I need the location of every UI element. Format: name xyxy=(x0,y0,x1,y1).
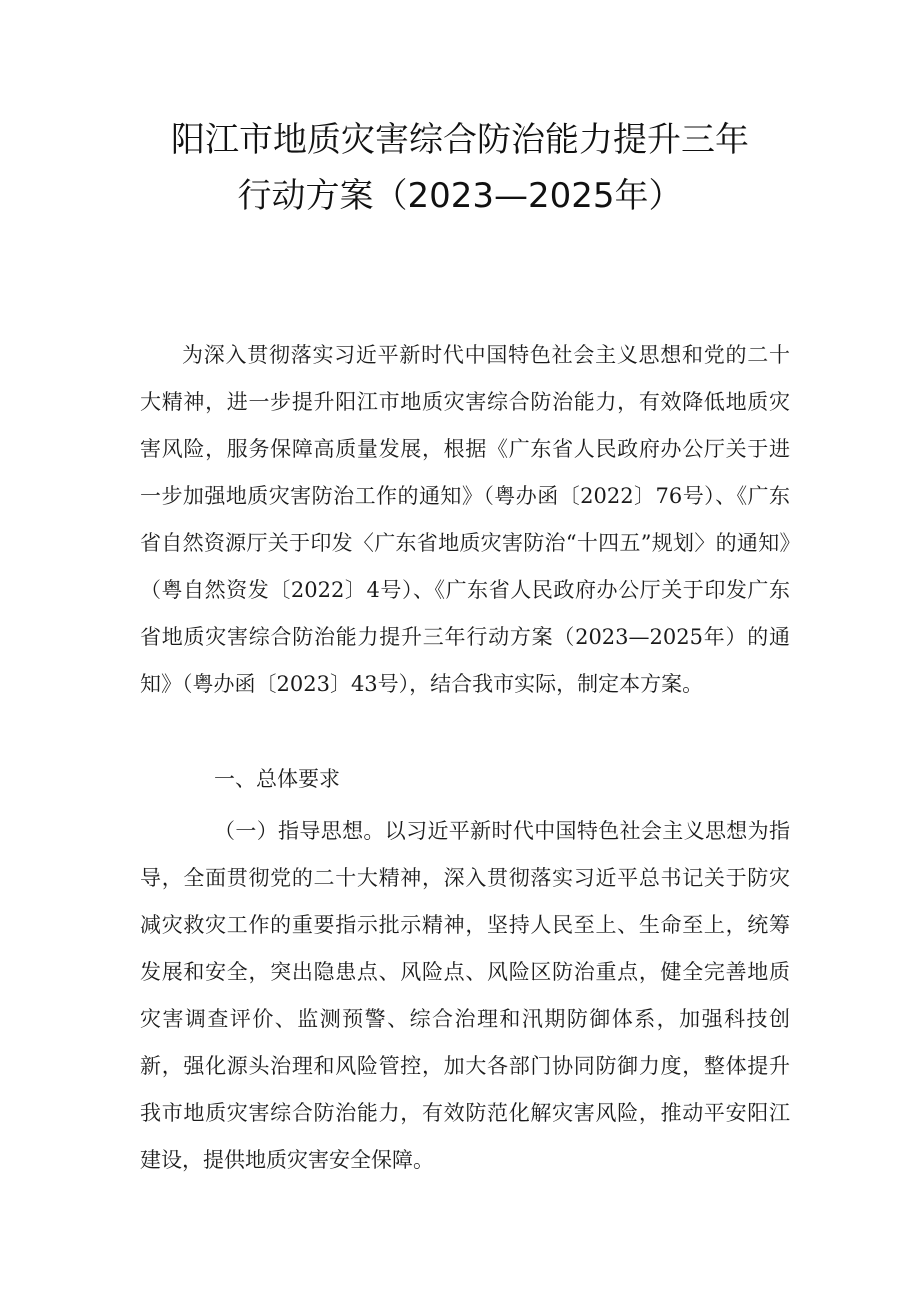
guiding-ideology-paragraph: （一）指导思想。以习近平新时代中国特色社会主义思想为指导，全面贯彻党的二十大精神，深入贯彻落实习近平总书记关于防灾减灾救灾工作的重要指示批示精神，坚持人民至上、生命至上，统筹发展和安全，突出隐患点、风险点、风险区防治重点，健全完善地质灾害调查评价、监测预警、综合治理和汛期防御体系，加强科技创新，强化源头治理和风险管控，加大各部门协同防御力度，整体提升我市地质灾害综合防治能力，有效防范化解灾害风险，推动平安阳江建设，提供地质灾害安全保障。 xyxy=(140,819,790,1172)
section-heading-general-requirements xyxy=(140,756,790,803)
document-title-line-1: 阳江市地质灾害综合防治能力提升三年 xyxy=(171,120,749,160)
document-title-line-2: 行动方案（2023—2025年） xyxy=(237,176,683,216)
section-heading-text: 一、总体要求 xyxy=(214,767,340,791)
intro-paragraph: 为深入贯彻落实习近平新时代中国特色社会主义思想和党的二十大精神，进一步提升阳江市地质灾害综合防治能力，有效降低地质灾害风险，服务保障高质量发展，根据《广东省人民政府办公厅关于进一步加强地质灾害防治工作的通知》（粤办函〔2022〕76号）、《广东省自然资源厅关于印发〈广东省地质灾害防治“十四五”规划〉的通知》（粤自然资发〔2022〕4号）、《广东省人民政府办公厅关于印发广东省地质灾害综合防治能力提升三年行动方案（2023—2025年）的通知》（粤办函〔2023〕43号），结合我市实际，制定本方案。 xyxy=(140,343,790,696)
